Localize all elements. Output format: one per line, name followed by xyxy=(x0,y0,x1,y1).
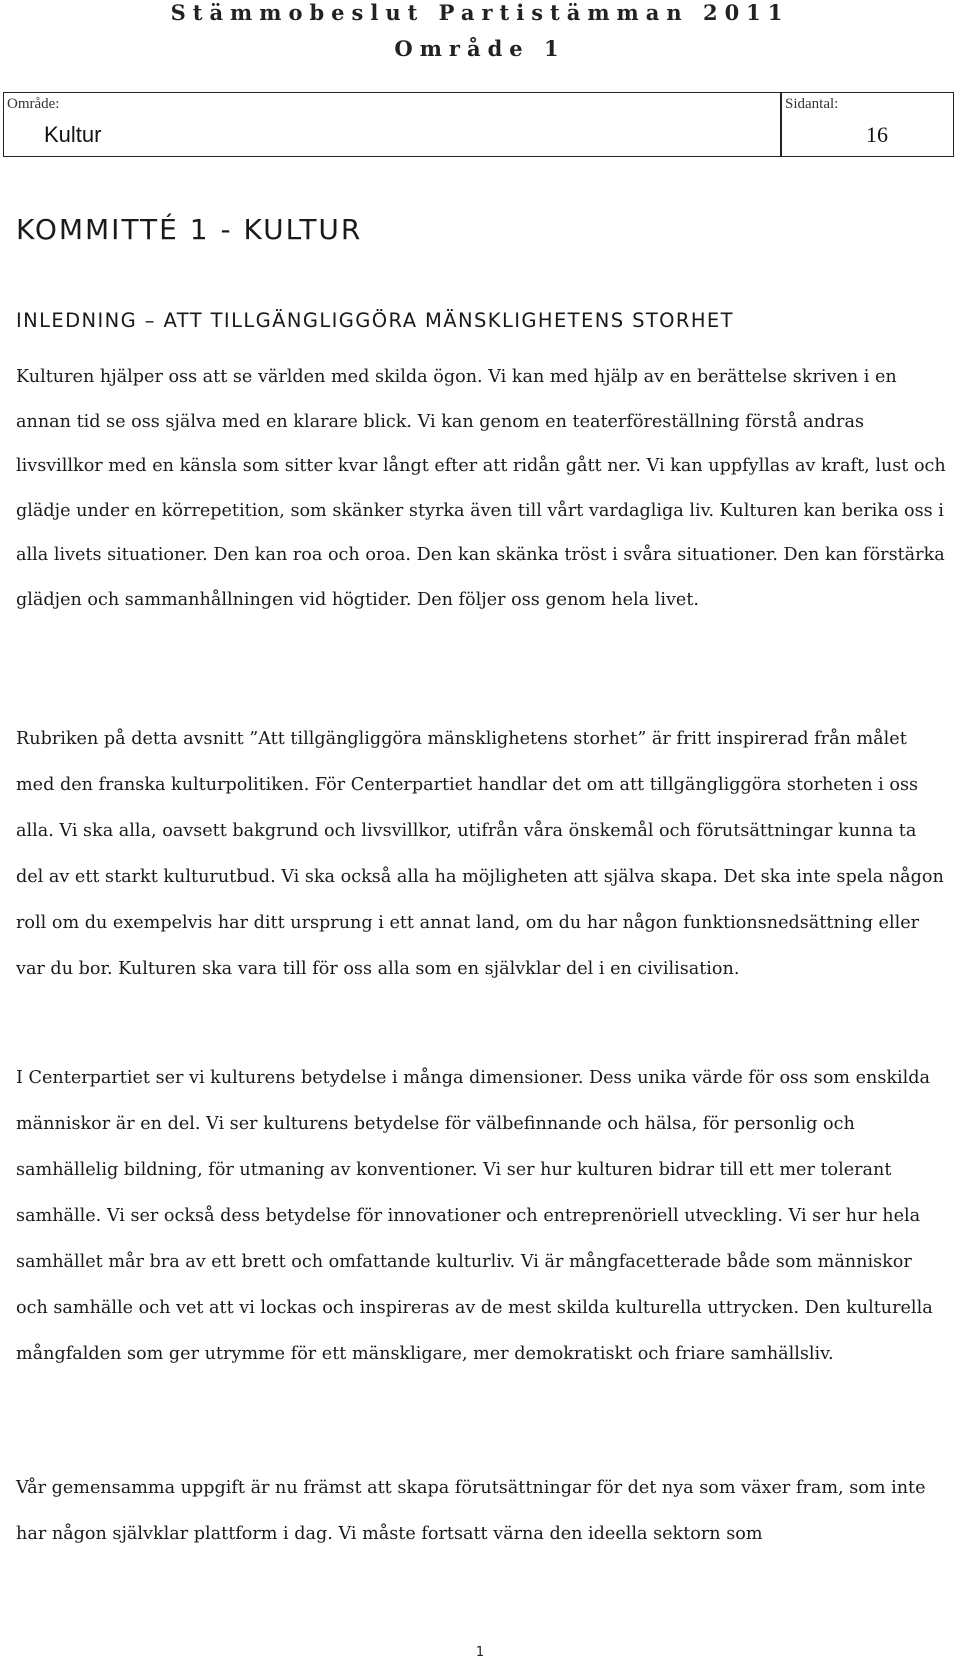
area-value: Kultur xyxy=(44,122,102,147)
committee-heading: KOMMITTÉ 1 - KULTUR xyxy=(16,213,363,246)
paragraph xyxy=(16,716,946,992)
paragraph-text: Rubriken på detta avsnitt ”Att tillgängliggöra mänsklighetens storhet” är fritt inspirerad från målet med den franska kulturpolitiken. För Centerpartiet handlar det om att tillgängliggöra storheten i oss alla. Vi ska alla, oavsett bakgrund och livsvillkor, utifrån våra önskemål och förutsättningar kunna ta del av ett starkt kulturutbud. Vi ska också alla ha möjligheten att själva skapa. Det ska inte spela någon roll om du exempelvis har ditt ursprung i ett annat land, om du har någon funktionsnedsättning eller var du bor. Kulturen ska vara till för oss alla som en självklar del i en civilisation. xyxy=(16,729,944,979)
header-title: Stämmobeslut Partistämman 2011 xyxy=(170,0,790,25)
pages-value: 16 xyxy=(866,122,888,147)
paragraph xyxy=(16,1055,946,1377)
area-label: Område: xyxy=(7,96,60,112)
paragraph xyxy=(16,355,946,622)
header-area: Område 1 xyxy=(394,36,566,61)
info-box-divider xyxy=(780,93,782,156)
page-number: 1 xyxy=(475,1645,485,1660)
paragraph-text: Kulturen hjälper oss att se världen med skilda ögon. Vi kan med hjälp av en berättelse skriven i en annan tid se oss själva med en klarare blick. Vi kan genom en teaterföreställning förstå andras livsvillkor med en känsla som sitter kvar långt efter att ridån gått ner. Vi kan uppfyllas av kraft, lust och glädje under en körrepetition, som skänker styrka även till vårt vardagliga liv. Kulturen kan berika oss i alla livets situationer. Den kan roa och oroa. Den kan skänka tröst i svåra situationer. Den kan förstärka glädjen och sammanhållningen vid högtider. Den följer oss genom hela livet. xyxy=(16,367,946,610)
paragraph-text: I Centerpartiet ser vi kulturens betydelse i många dimensioner. Dess unika värde för oss som enskilda människor är en del. Vi ser kulturens betydelse för välbefinnande och hälsa, för personlig och samhällelig bildning, för utmaning av konventioner. Vi ser hur kulturen bidrar till ett mer tolerant samhälle. Vi ser också dess betydelse för innovationer och entreprenöriell utveckling. Vi ser hur hela samhället mår bra av ett brett och omfattande kulturliv. Vi är mångfacetterade både som människor och samhälle och vet att vi lockas och inspireras av de mest skilda kulturella uttrycken. Den kulturella mångfalden som ger utrymme för ett mänskligare, mer demokratiskt och friare samhällsliv. xyxy=(16,1068,933,1364)
info-box xyxy=(3,92,954,157)
section-heading: INLEDNING – ATT TILLGÄNGLIGGÖRA MÄNSKLIGHETENS STORHET xyxy=(16,309,734,332)
pages-label: Sidantal: xyxy=(785,96,839,112)
paragraph-text: Vår gemensamma uppgift är nu främst att skapa förutsättningar för det nya som växer fram, som inte har någon självklar plattform i dag. Vi måste fortsatt värna den ideella sektorn som xyxy=(16,1478,926,1544)
paragraph xyxy=(16,1465,946,1557)
